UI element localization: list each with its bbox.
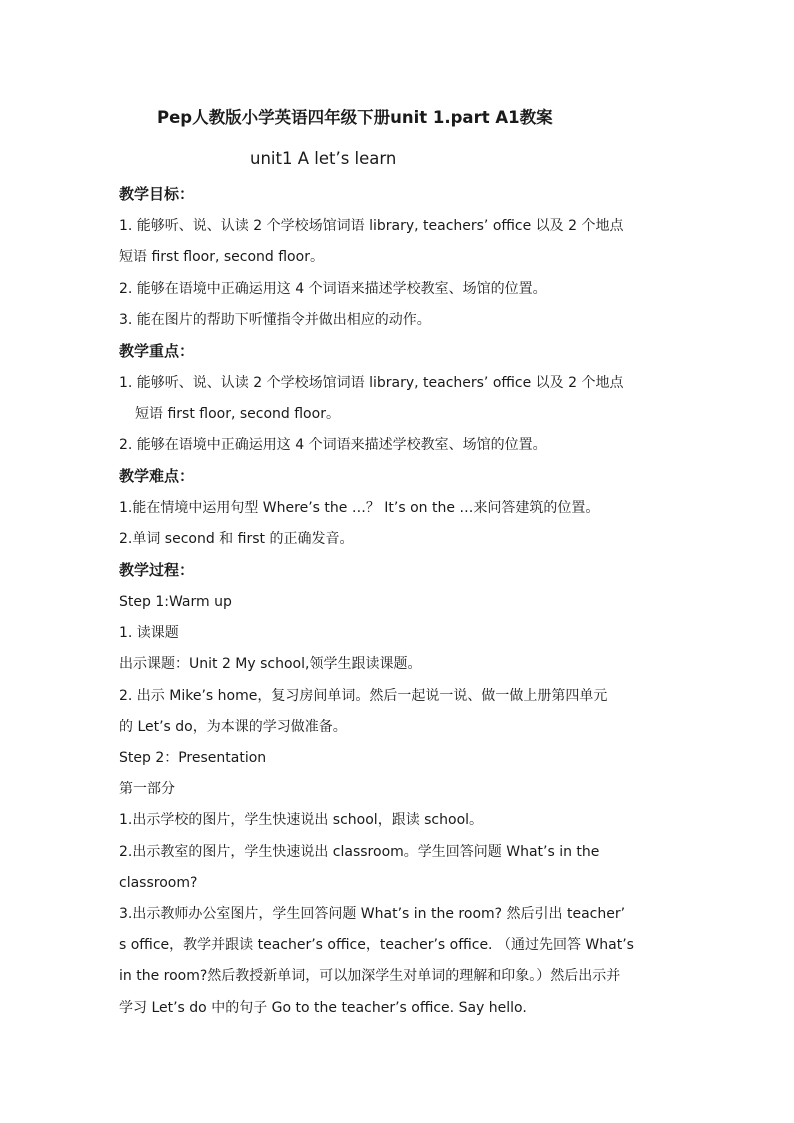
process-line: in the room?然后教授新单词，可以加深学生对单词的理解和印象。）然后出示并 (119, 968, 621, 984)
objectives-line: 短语 first floor, second floor。 (119, 249, 324, 265)
objectives-line: 1. 能够听、说、认读 2 个学校场馆词语 library, teachers’ office 以及 2 个地点 (119, 218, 624, 234)
objectives-line: 3. 能在图片的帮助下听懂指令并做出相应的动作。 (119, 312, 431, 328)
process-line: Step 1:Warm up (119, 594, 232, 610)
process-line: 1.出示学校的图片，学生快速说出 school，跟读 school。 (119, 812, 484, 828)
key-points-heading: 教学重点： (119, 342, 195, 360)
process-line: 1. 读课题 (119, 625, 179, 641)
document-subtitle: unit1 A let’s learn (250, 149, 397, 168)
process-line: s office，教学并跟读 teacher’s office，teacher’s office. （通过先回答 What’s (119, 937, 634, 953)
difficulties-line: 2.单词 second 和 first 的正确发音。 (119, 531, 354, 547)
key-points-line: 2. 能够在语境中正确运用这 4 个词语来描述学校教室、场馆的位置。 (119, 437, 547, 453)
process-line: classroom? (119, 875, 198, 891)
process-heading: 教学过程： (119, 561, 195, 579)
process-line: 出示课题：Unit 2 My school,领学生跟读课题。 (119, 656, 422, 672)
key-points-line: 短语 first floor, second floor。 (135, 406, 340, 422)
document-title: Pep人教版小学英语四年级下册unit 1.part A1教案 (157, 108, 553, 127)
process-line: 学习 Let’s do 中的句子 Go to the teacher’s office. Say hello. (119, 1000, 527, 1016)
process-line: Step 2：Presentation (119, 750, 267, 766)
process-line: 第一部分 (119, 781, 175, 797)
difficulties-heading: 教学难点： (119, 467, 195, 485)
key-points-line: 1. 能够听、说、认读 2 个学校场馆词语 library, teachers’ office 以及 2 个地点 (119, 375, 624, 391)
process-line: 3.出示教师办公室图片，学生回答问题 What’s in the room? 然后引出 teacher’ (119, 906, 626, 922)
process-line: 2. 出示 Mike’s home，复习房间单词。然后一起说一说、做一做上册第四单元 (119, 688, 608, 704)
process-line: 2.出示教室的图片，学生快速说出 classroom。学生回答问题 What’s in the (119, 844, 600, 860)
objectives-heading: 教学目标： (119, 185, 195, 203)
process-line: 的 Let’s do，为本课的学习做准备。 (119, 719, 347, 735)
objectives-line: 2. 能够在语境中正确运用这 4 个词语来描述学校教室、场馆的位置。 (119, 281, 547, 297)
difficulties-line: 1.能在情境中运用句型 Where’s the …？ It’s on the …来问答建筑的位置。 (119, 500, 600, 516)
